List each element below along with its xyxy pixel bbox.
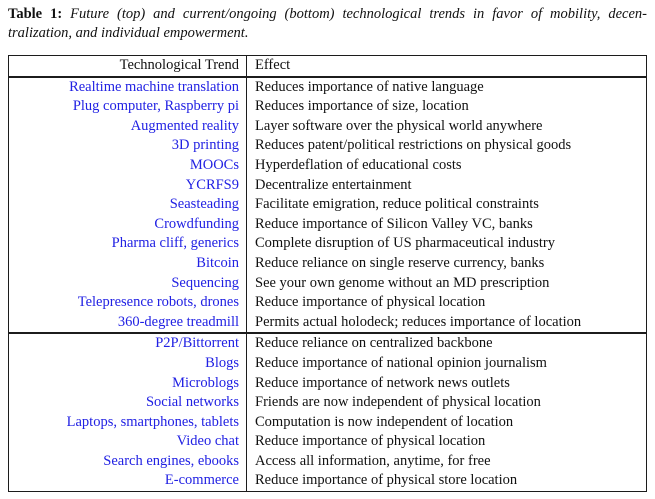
table-row xyxy=(9,195,647,215)
table-row xyxy=(9,432,647,452)
effect-cell: Reduce importance of national opinion journalism xyxy=(247,354,647,374)
effect-cell: See your own genome without an MD prescription xyxy=(247,274,647,294)
trend-cell: Bitcoin xyxy=(196,254,239,271)
table-row xyxy=(9,176,647,196)
table-header xyxy=(9,56,647,77)
table-row xyxy=(9,413,647,433)
effect-cell: Facilitate emigration, reduce political constraints xyxy=(247,195,647,215)
effect-cell: Computation is now independent of location xyxy=(247,413,647,433)
effect-cell: Reduces importance of size, location xyxy=(247,97,647,117)
trend-cell: MOOCs xyxy=(189,156,239,173)
trend-cell: Telepresence robots, drones xyxy=(77,294,239,311)
future-trends-section xyxy=(9,77,647,334)
effect-cell: Reduces patent/political restrictions on physical goods xyxy=(247,136,647,156)
table-row xyxy=(9,136,647,156)
trend-cell: Microblogs xyxy=(172,374,239,391)
effect-cell: Decentralize entertainment xyxy=(247,176,647,196)
table-row xyxy=(9,374,647,394)
effect-cell: Permits actual holodeck; reduces importance of location xyxy=(247,313,647,334)
trend-cell: Augmented reality xyxy=(130,117,239,134)
table-row xyxy=(9,333,647,354)
column-header-effect: Effect xyxy=(247,56,647,77)
trend-cell: Pharma cliff, generics xyxy=(111,235,239,252)
effect-cell: Reduce importance of physical location xyxy=(247,293,647,313)
trend-cell: P2P/Bittorrent xyxy=(155,335,239,352)
effect-cell: Friends are now independent of physical location xyxy=(247,393,647,413)
table-row xyxy=(9,293,647,313)
table-row xyxy=(9,471,647,491)
trend-cell: Seasteading xyxy=(169,196,239,213)
trend-cell: 3D printing xyxy=(171,137,239,154)
trend-cell: Crowdfunding xyxy=(154,215,239,232)
table-row xyxy=(9,97,647,117)
trend-cell: E-commerce xyxy=(164,472,239,489)
caption-text-line2: tralization, and individual empowerment. xyxy=(8,25,249,41)
table-row xyxy=(9,313,647,334)
effect-cell: Reduce importance of Silicon Valley VC, banks xyxy=(247,215,647,235)
effect-cell: Reduce importance of physical location xyxy=(247,432,647,452)
current-trends-section xyxy=(9,333,647,491)
trend-cell: 360-degree treadmill xyxy=(117,313,239,330)
effect-cell: Layer software over the physical world anywhere xyxy=(247,117,647,137)
caption-label: Table 1: xyxy=(8,6,63,22)
effect-cell: Reduce reliance on centralized backbone xyxy=(247,333,647,354)
caption-text-line1: Future (top) and current/ongoing (bottom) technological trends in favor of mobility, decen- xyxy=(70,6,648,22)
effect-cell: Reduces importance of native language xyxy=(247,77,647,98)
table-row xyxy=(9,254,647,274)
effect-cell: Reduce importance of physical store location xyxy=(247,471,647,491)
table-row xyxy=(9,452,647,472)
trend-cell: Social networks xyxy=(145,394,239,411)
effect-cell: Access all information, anytime, for free xyxy=(247,452,647,472)
trend-cell: Realtime machine translation xyxy=(69,78,239,95)
effect-cell: Complete disruption of US pharmaceutical industry xyxy=(247,234,647,254)
column-header-technological-trend: Technological Trend xyxy=(119,57,239,73)
trend-cell: Sequencing xyxy=(171,274,239,291)
header-row xyxy=(9,56,647,77)
table-row xyxy=(9,77,647,98)
effect-cell: Reduce reliance on single reserve currency, banks xyxy=(247,254,647,274)
effect-cell: Reduce importance of network news outlets xyxy=(247,374,647,394)
effect-cell: Hyperdeflation of educational costs xyxy=(247,156,647,176)
table-row xyxy=(9,274,647,294)
trend-cell: YCRFS9 xyxy=(185,176,239,193)
trend-cell: Video chat xyxy=(176,433,239,450)
table-row xyxy=(9,117,647,137)
trend-cell: Plug computer, Raspberry pi xyxy=(72,98,239,115)
table-row xyxy=(9,215,647,235)
trend-cell: Blogs xyxy=(205,354,239,371)
table-row xyxy=(9,234,647,254)
trend-cell: Laptops, smartphones, tablets xyxy=(66,413,239,430)
caption-line-1 xyxy=(8,5,647,24)
table-caption xyxy=(8,5,647,43)
trends-table xyxy=(8,55,647,492)
table-row xyxy=(9,156,647,176)
trend-cell: Search engines, ebooks xyxy=(103,452,239,469)
table-row xyxy=(9,393,647,413)
table-row xyxy=(9,354,647,374)
